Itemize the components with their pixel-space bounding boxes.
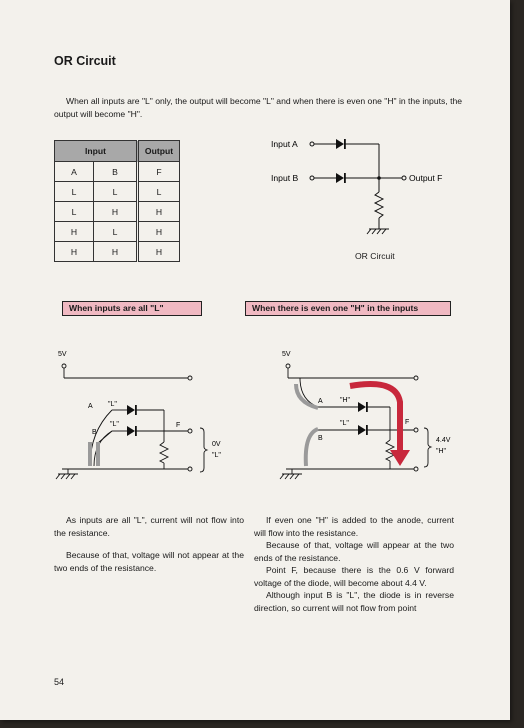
right-explanation — [254, 514, 454, 614]
label-b: B — [318, 435, 323, 442]
output-voltage: 4.4V — [436, 437, 451, 444]
table-cell: L — [94, 222, 138, 242]
page-number: 54 — [54, 677, 65, 687]
left-circuit-diagram — [54, 342, 244, 487]
input-a-wire-icon — [88, 442, 92, 466]
column-header-b: B — [94, 162, 138, 182]
paragraph: Although input B is "L", the diode is in reverse direction, so current will not flow from point — [254, 590, 454, 613]
right-circuit-diagram — [278, 342, 468, 487]
input-b-wire-icon — [306, 429, 318, 466]
input-b-label: Input B — [271, 173, 299, 183]
output-level: "L" — [212, 452, 221, 459]
table-row — [55, 202, 180, 222]
label-a: A — [88, 403, 93, 410]
paragraph: If even one "H" is added to the anode, current will flow into the resistance. — [254, 515, 454, 538]
diode-a-icon — [336, 139, 346, 149]
table-cell: H — [94, 242, 138, 262]
column-header-f: F — [138, 162, 180, 182]
input-a-wire-icon — [296, 384, 318, 408]
truth-table — [54, 140, 180, 262]
diode-icon — [358, 402, 368, 435]
table-row — [55, 182, 180, 202]
left-explanation — [54, 514, 244, 580]
table-group-header-row — [55, 141, 180, 162]
paragraph: Because of that, voltage will appear at the two ends of the resistance. — [254, 540, 454, 563]
supply-label: 5V — [282, 351, 291, 358]
label-b: B — [92, 429, 97, 436]
label-f: F — [405, 419, 410, 426]
table-cell: L — [55, 202, 94, 222]
label-a: A — [318, 398, 323, 405]
paragraph: Point F, because there is the 0.6 V forward voltage of the diode, will become about 4.4 V. — [254, 565, 454, 588]
table-cell: H — [138, 222, 180, 242]
intro-text: When all inputs are "L" only, the output will become "L" and when there is even one "H" in the inputs, the output will become "H". — [54, 96, 463, 119]
output-group-header: Output — [138, 141, 180, 162]
label-f: F — [176, 422, 181, 429]
table-row — [55, 222, 180, 242]
supply-label: 5V — [58, 351, 67, 358]
table-row — [55, 242, 180, 262]
table-cell: L — [55, 182, 94, 202]
paragraph: As inputs are all "L", current will not flow into the resistance. — [54, 515, 244, 538]
output-label: Output F — [409, 173, 443, 183]
tag-inputs-all-l: When inputs are all "L" — [62, 301, 202, 316]
page-title: OR Circuit — [54, 54, 116, 68]
input-b-wire-icon — [96, 442, 100, 466]
table-cell: H — [94, 202, 138, 222]
tag-one-h-input: When there is even one "H" in the inputs — [245, 301, 451, 316]
table-cell: H — [55, 242, 94, 262]
table-cell: L — [138, 182, 180, 202]
table-cell: H — [55, 222, 94, 242]
table-cell: H — [138, 242, 180, 262]
or-circuit-diagram — [268, 132, 468, 247]
input-a-label: Input A — [271, 139, 298, 149]
figure-caption: OR Circuit — [355, 251, 395, 261]
paragraph: Because of that, voltage will not appear at the two ends of the resistance. — [54, 550, 244, 573]
table-cell: H — [138, 202, 180, 222]
input-group-header: Input — [55, 141, 138, 162]
table-column-header-row — [55, 162, 180, 182]
label-l: "L" — [340, 420, 349, 427]
output-level: "H" — [436, 448, 447, 455]
diode-icon — [127, 405, 137, 436]
output-voltage: 0V — [212, 441, 221, 448]
diode-b-icon — [336, 173, 346, 183]
label-l1: "L" — [108, 401, 117, 408]
label-h: "H" — [340, 397, 351, 404]
table-cell: L — [94, 182, 138, 202]
current-flow-arrow-icon — [350, 384, 410, 466]
label-l2: "L" — [110, 421, 119, 428]
column-header-a: A — [55, 162, 94, 182]
